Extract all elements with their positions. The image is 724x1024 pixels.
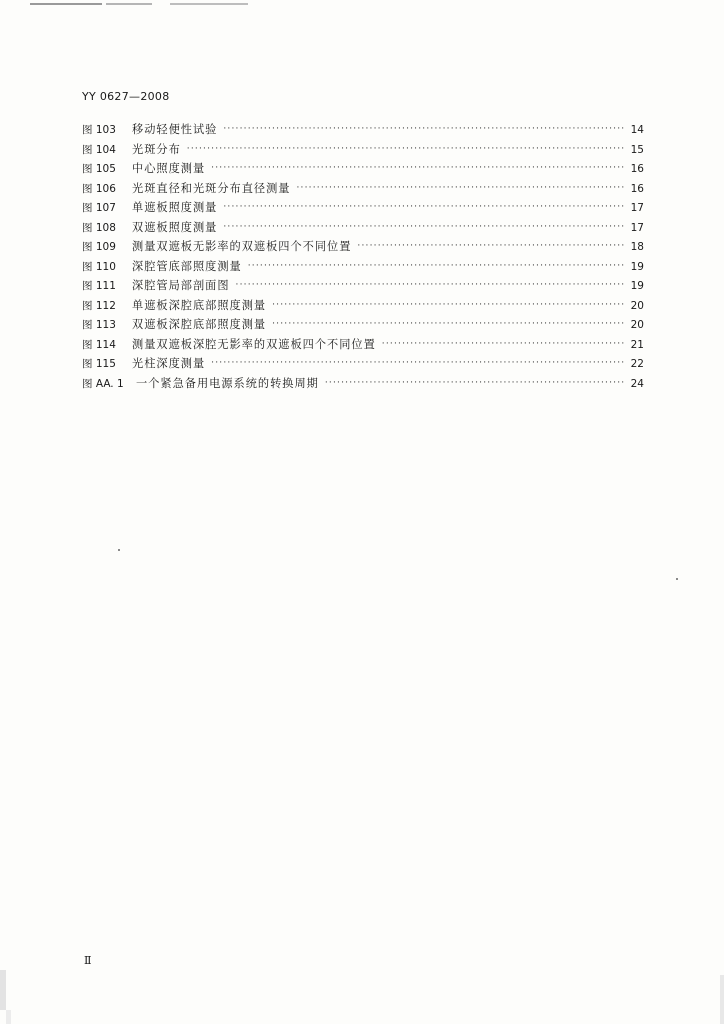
page-footer-number: Ⅱ bbox=[84, 954, 92, 967]
scan-edge-shadow bbox=[0, 970, 6, 1010]
toc-row bbox=[82, 355, 644, 375]
scan-speck bbox=[118, 549, 120, 551]
scan-edge-shadow bbox=[720, 975, 724, 1024]
page-number: 17 bbox=[630, 202, 644, 214]
page-number: 14 bbox=[630, 124, 644, 136]
toc-row bbox=[82, 297, 644, 317]
leader-dots bbox=[325, 378, 624, 388]
leader-dots bbox=[211, 163, 624, 173]
figure-number: 图 AA. 1 bbox=[82, 377, 124, 390]
page-number: 16 bbox=[630, 182, 644, 195]
toc-row bbox=[82, 316, 644, 336]
figure-number: 图 103 bbox=[82, 124, 116, 136]
toc-row bbox=[82, 258, 644, 278]
toc-row bbox=[82, 199, 644, 219]
page-number: 16 bbox=[630, 163, 644, 175]
figure-title: 光柱深度测量 bbox=[132, 357, 206, 370]
figure-number: 图 111 bbox=[82, 280, 116, 292]
toc-row bbox=[82, 160, 644, 180]
figure-number: 图 115 bbox=[82, 358, 116, 370]
figure-title: 移动轻便性试验 bbox=[132, 123, 218, 136]
scan-top-rule bbox=[30, 3, 102, 5]
figure-title: 单遮板深腔底部照度测量 bbox=[132, 298, 267, 312]
figure-number: 图 106 bbox=[82, 182, 116, 195]
figure-number: 图 113 bbox=[82, 319, 116, 331]
figure-title: 测量双遮板深腔无影率的双遮板四个不同位置 bbox=[132, 337, 376, 351]
scan-speck bbox=[676, 578, 678, 580]
toc-row bbox=[82, 238, 644, 258]
scan-top-rule bbox=[106, 3, 152, 5]
scan-edge-shadow bbox=[6, 1010, 11, 1024]
figure-title: 深腔管局部剖面图 bbox=[132, 279, 230, 292]
leader-dots bbox=[357, 241, 624, 251]
page-number: 22 bbox=[630, 358, 644, 370]
page-number: 24 bbox=[630, 377, 644, 390]
toc-row bbox=[82, 336, 644, 356]
figure-title: 测量双遮板无影率的双遮板四个不同位置 bbox=[132, 240, 352, 253]
leader-dots bbox=[223, 124, 624, 134]
figure-list bbox=[82, 121, 644, 394]
leader-dots bbox=[236, 280, 624, 290]
figure-title: 一个紧急备用电源系统的转换周期 bbox=[136, 376, 319, 390]
figure-number: 图 112 bbox=[82, 299, 116, 312]
leader-dots bbox=[382, 339, 624, 349]
figure-number: 图 109 bbox=[82, 241, 116, 253]
toc-row bbox=[82, 121, 644, 141]
page-number: 17 bbox=[630, 221, 644, 234]
figure-number: 图 114 bbox=[82, 338, 116, 351]
figure-title: 光斑分布 bbox=[132, 142, 181, 156]
leader-dots bbox=[223, 222, 624, 232]
toc-row bbox=[82, 277, 644, 297]
page-number: 18 bbox=[630, 241, 644, 253]
leader-dots bbox=[187, 144, 624, 154]
leader-dots bbox=[223, 202, 624, 212]
standard-number: YY 0627—2008 bbox=[82, 90, 170, 103]
page-number: 19 bbox=[630, 260, 644, 273]
figure-number: 图 110 bbox=[82, 260, 116, 273]
figure-title: 双遮板深腔底部照度测量 bbox=[132, 318, 267, 331]
toc-row bbox=[82, 141, 644, 161]
figure-title: 深腔管底部照度测量 bbox=[132, 259, 242, 273]
figure-title: 双遮板照度测量 bbox=[132, 220, 218, 234]
page-number: 20 bbox=[630, 299, 644, 312]
figure-number: 图 104 bbox=[82, 143, 116, 156]
toc-row bbox=[82, 375, 644, 395]
figure-title: 单遮板照度测量 bbox=[132, 201, 218, 214]
leader-dots bbox=[272, 319, 624, 329]
scan-top-rule bbox=[170, 3, 248, 5]
toc-row bbox=[82, 219, 644, 239]
leader-dots bbox=[211, 358, 624, 368]
figure-number: 图 105 bbox=[82, 163, 116, 175]
page-number: 21 bbox=[630, 338, 644, 351]
page-number: 20 bbox=[630, 319, 644, 331]
figure-title: 光斑直径和光斑分布直径测量 bbox=[132, 181, 291, 195]
toc-row bbox=[82, 180, 644, 200]
figure-number: 图 107 bbox=[82, 202, 116, 214]
figure-number: 图 108 bbox=[82, 221, 116, 234]
leader-dots bbox=[248, 261, 624, 271]
page-number: 19 bbox=[630, 280, 644, 292]
leader-dots bbox=[296, 183, 624, 193]
page-number: 15 bbox=[630, 143, 644, 156]
figure-title: 中心照度测量 bbox=[132, 162, 206, 175]
leader-dots bbox=[272, 300, 624, 310]
